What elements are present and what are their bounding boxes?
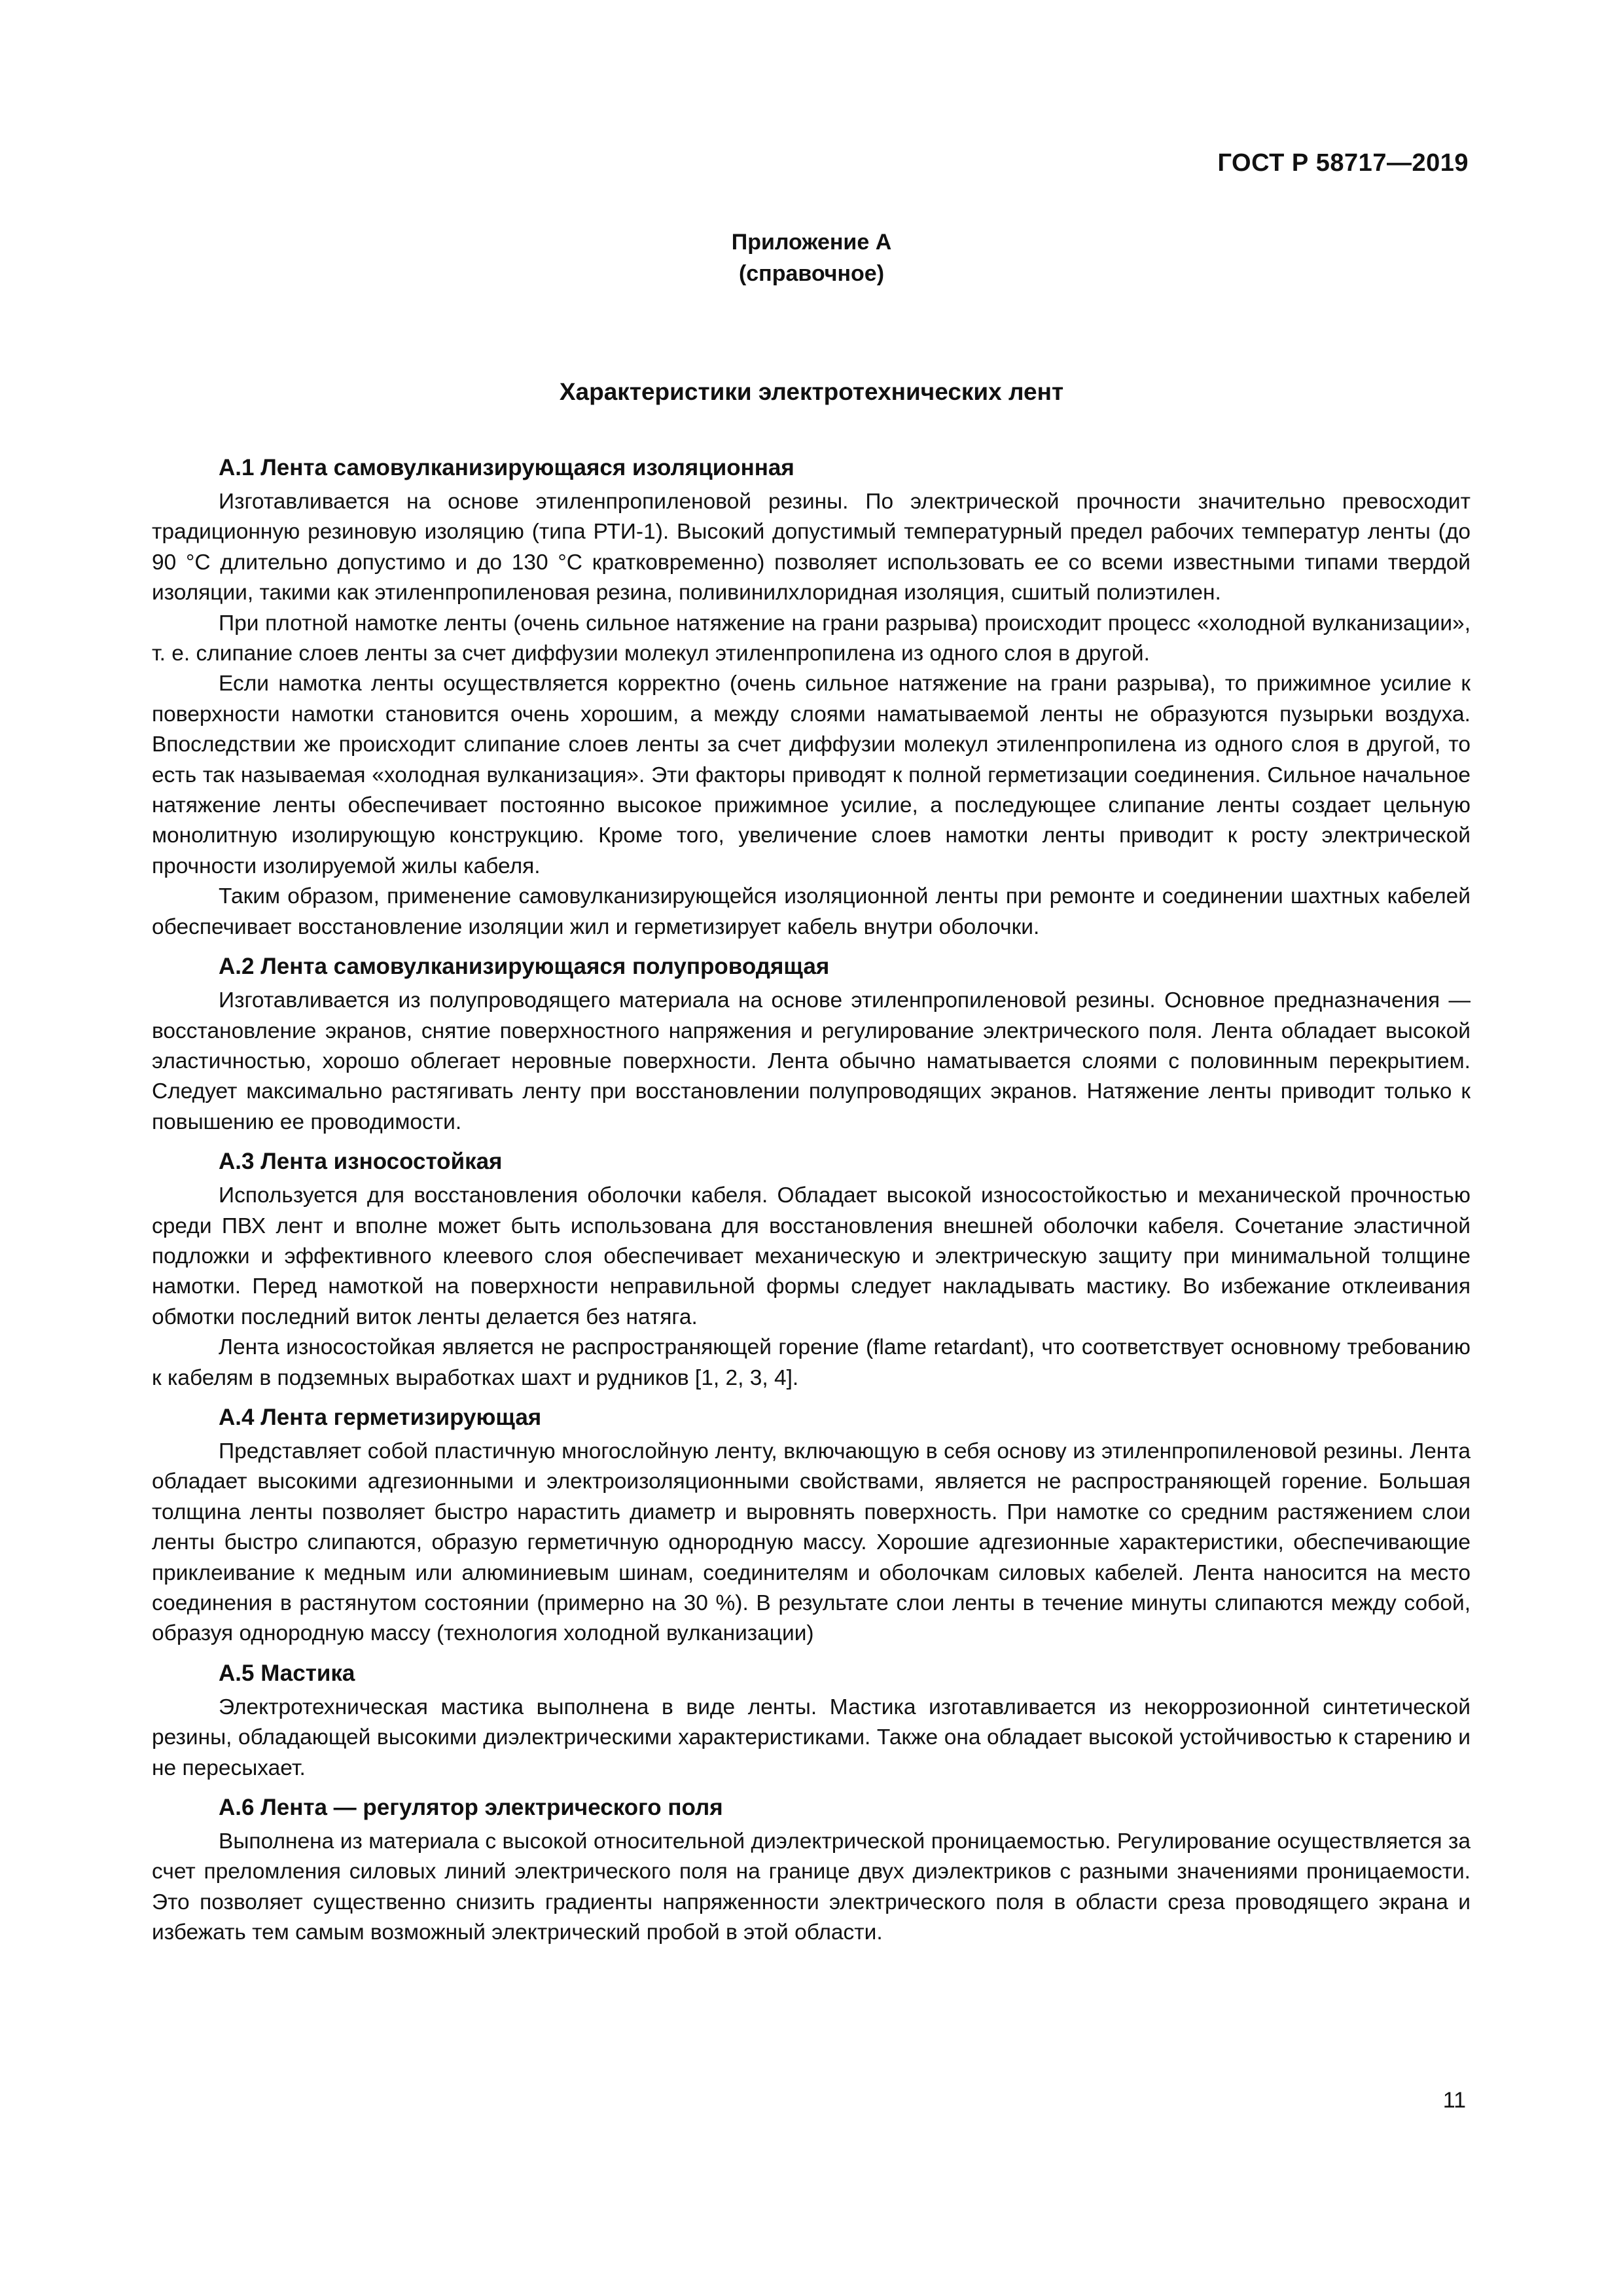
- paragraph: Представляет собой пластичную многослойную ленту, включающую в себя основу из этиленпропиленовой резины. Лента обладает высокими адгезионными и электроизоляционными свойствами, является не распространяющей горение. Большая толщина ленты позволяет быстро нарастить диаметр и выровнять поверхность. При намотке со средним растяжением слои ленты быстро слипаются, образую герметичную однородную массу. Хорошие адгезионные характеристики, обеспечивающие приклеивание к медным или алюминиевым шинам, соединителям и оболочкам силовых кабелей. Лента наносится на место соединения в растянутом состоянии (примерно на 30 %). В результате слои ленты в течение минуты слипаются между собой, образуя однородную массу (технология холодной вулканизации): [152, 1439, 1471, 1646]
- section-heading: А.6 Лента — регулятор электрического поля: [219, 1795, 723, 1821]
- section-heading: А.3 Лента износостойкая: [219, 1149, 503, 1175]
- section-a4: [152, 1399, 1471, 1649]
- page-title: Характеристики электротехнических лент: [559, 378, 1064, 405]
- section-a2: [152, 948, 1471, 1138]
- appendix-label: Приложение А: [731, 230, 892, 255]
- paragraph: Лента износостойкая является не распространяющей горение (flame retardant), что соответствует основному требованию к кабелям в подземных выработках шахт и рудников [1, 2, 3, 4].: [152, 1335, 1471, 1390]
- section-heading: А.1 Лента самовулканизирующаяся изоляционная: [219, 455, 794, 480]
- section-heading: А.2 Лента самовулканизирующаяся полупроводящая: [219, 954, 830, 980]
- section-a3: [152, 1143, 1471, 1393]
- section-a6: [152, 1789, 1471, 1948]
- document-code: ГОСТ Р 58717—2019: [1217, 149, 1469, 177]
- paragraph: Изготавливается на основе этиленпропиленовой резины. По электрической прочности значительно превосходит традиционную резиновую изоляцию (типа РТИ-1). Высокий допустимый температурный предел рабочих температур ленты (до 90 °С длительно допустимо и до 130 °С кратковременно) позволяет использовать ее со всеми известными типами твердой изоляции, такими как этиленпропиленовая резина, поливинилхлоридная изоляция, сшитый полиэтилен.: [152, 490, 1471, 605]
- section-a5: [152, 1655, 1471, 1784]
- section-a1: [152, 449, 1471, 942]
- paragraph: Изготавливается из полупроводящего материала на основе этиленпропиленовой резины. Основное предназначения — восстановление экранов, снятие поверхностного напряжения и регулирование электрического поля. Лента обладает высокой эластичностью, хорошо облегает неровные поверхности. Лента обычно наматывается слоями с половинным перекрытием. Следует максимально растягивать ленту при восстановлении полупроводящих экранов. Натяжение ленты приводит только к повышению ее проводимости.: [152, 988, 1471, 1134]
- section-heading: А.4 Лента герметизирующая: [219, 1404, 542, 1430]
- paragraph: Используется для восстановления оболочки кабеля. Обладает высокой износостойкостью и механической прочностью среди ПВХ лент и вполне может быть использована для восстановления внешней оболочки кабеля. Сочетание эластичной подложки и эффективного клеевого слоя обеспечивает механическую и электрическую защиту при минимальной толщине намотки. Перед намоткой на поверхности неправильной формы следует накладывать мастику. Во избежание отклеивания обмотки последний виток ленты делается без натяга.: [152, 1183, 1471, 1329]
- paragraph: Если намотка ленты осуществляется корректно (очень сильное натяжение на грани разрыва), то прижимное усилие к поверхности намотки становится очень хорошим, а между слоями наматываемой ленты не образуются пузырьки воздуха. Впоследствии же происходит слипание слоев ленты за счет диффузии молекул этиленпропилена из одного слоя в другой, то есть так называемая «холодная вулканизация». Эти факторы приводят к полной герметизации соединения. Сильное начальное натяжение ленты обеспечивает постоянно высокое прижимное усилие, а последующее слипание ленты создает цельную монолитную изолирующую конструкцию. Кроме того, увеличение слоев намотки ленты приводит к росту электрической прочности изолируемой жилы кабеля.: [152, 672, 1471, 878]
- appendix-type: (справочное): [738, 261, 885, 286]
- appendix-heading: [0, 226, 1623, 289]
- page-number: 11: [1442, 2088, 1466, 2113]
- paragraph: Выполнена из материала с высокой относительной диэлектрической проницаемостью. Регулирование осуществляется за счет преломления силовых линий электрического поля на границе двух диэлектриков с разными значениями проницаемости. Это позволяет существенно снизить градиенты напряженности электрического поля в области среза проводящего экрана и избежать тем самым возможный электрический пробой в этой области.: [152, 1829, 1471, 1945]
- paragraph: Таким образом, применение самовулканизирующейся изоляционной ленты при ремонте и соединении шахтных кабелей обеспечивает восстановление изоляции жил и герметизирует кабель внутри оболочки.: [152, 884, 1471, 939]
- paragraph: При плотной намотке ленты (очень сильное натяжение на грани разрыва) происходит процесс «холодной вулканизации», т. е. слипание слоев ленты за счет диффузии молекул этиленпропилена из одного слоя в другой.: [152, 611, 1471, 666]
- section-heading: А.5 Мастика: [219, 1660, 355, 1686]
- document-body: [152, 449, 1471, 1954]
- paragraph: Электротехническая мастика выполнена в виде ленты. Мастика изготавливается из некоррозионной синтетической резины, обладающей высокими диэлектрическими характеристиками. Также она обладает высокой устойчивостью к старению и не пересыхает.: [152, 1695, 1471, 1780]
